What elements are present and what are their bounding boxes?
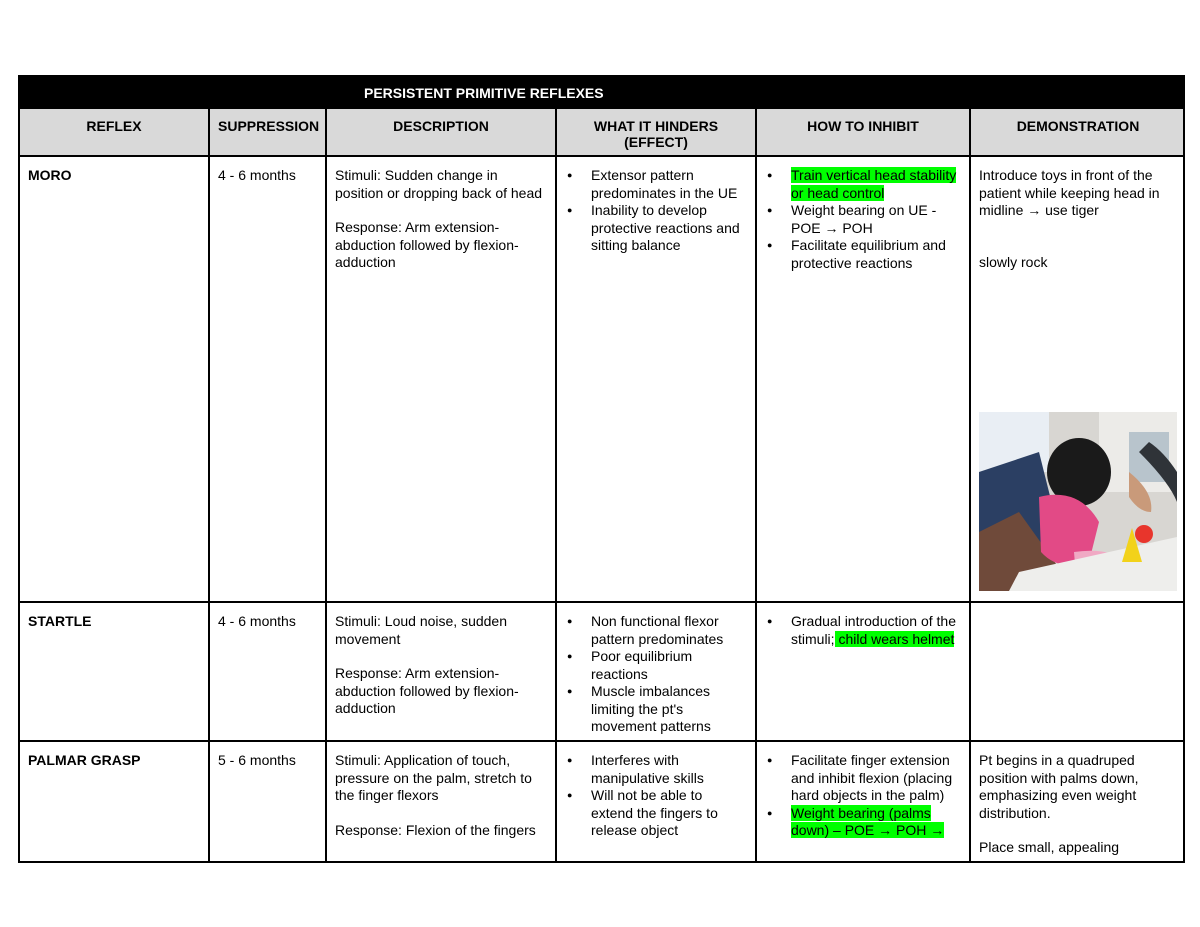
table-row xyxy=(18,742,1185,861)
suppression-age: 4 - 6 months xyxy=(208,603,325,740)
list-item: ● Weight bearing on UE - POE → POH xyxy=(765,202,961,237)
highlighted-text: child wears helmet xyxy=(834,630,955,647)
stimuli-text: Stimuli: Loud noise, sudden movement xyxy=(335,613,507,647)
divider xyxy=(1183,75,1185,863)
divider xyxy=(18,861,1185,863)
demonstration-text: slowly rock xyxy=(979,253,1048,270)
list-item xyxy=(765,613,961,648)
response-text: Response: Arm extension-abduction followed by flexion-adduction xyxy=(335,665,519,716)
description xyxy=(325,742,555,861)
header-description: DESCRIPTION xyxy=(325,109,555,155)
photo-illustration xyxy=(979,412,1177,591)
header-reflex: REFLEX xyxy=(18,109,208,155)
table-title: PERSISTENT PRIMITIVE REFLEXES xyxy=(18,75,1185,109)
list-item: ● Poor equilibrium reactions xyxy=(565,648,747,683)
highlighted-text: Weight bearing (palms down) – POE → POH → xyxy=(791,804,945,838)
suppression-age: 5 - 6 months xyxy=(208,742,325,861)
response-text: Response: Arm extension-abduction followed by flexion-adduction xyxy=(335,219,519,270)
list-item: ● Extensor pattern predominates in the UE xyxy=(565,167,747,202)
demonstration-text: Introduce toys in front of the patient while keeping head in midline → use tiger xyxy=(979,167,1160,218)
inhibit xyxy=(755,742,969,861)
stimuli-text: Stimuli: Sudden change in position or dropping back of head xyxy=(335,167,543,201)
list-item: ● Muscle imbalances limiting the pt's movement patterns xyxy=(565,683,747,736)
list-item: ● Non functional flexor pattern predominates xyxy=(565,613,747,648)
inhibit xyxy=(755,157,969,601)
demonstration xyxy=(969,603,1185,740)
response-text: Response: Flexion of the fingers xyxy=(335,821,536,838)
header-row xyxy=(18,109,1185,155)
effects xyxy=(555,742,755,861)
list-item: ● Inability to develop protective reactions and sitting balance xyxy=(565,202,747,255)
plain-text: Gradual introduction of the stimuli; xyxy=(791,613,956,647)
list-item: ● Facilitate finger extension and inhibit flexion (placing hard objects in the palm) xyxy=(765,752,961,805)
header-suppression: SUPPRESSION xyxy=(208,109,325,155)
list-item: ● Will not be able to extend the fingers to release object xyxy=(565,787,747,840)
divider xyxy=(18,601,1185,603)
description xyxy=(325,603,555,740)
inhibit xyxy=(755,603,969,740)
stimuli-text: Stimuli: Application of touch, pressure on the palm, stretch to the finger flexors xyxy=(335,752,532,803)
header-demonstration: DEMONSTRATION xyxy=(969,109,1185,155)
effects xyxy=(555,157,755,601)
effects xyxy=(555,603,755,740)
list-item: ● Facilitate equilibrium and protective reactions xyxy=(765,237,961,272)
reflex-name: MORO xyxy=(18,157,208,601)
demonstration-photo xyxy=(979,412,1177,591)
divider xyxy=(18,155,1185,157)
demonstration xyxy=(969,742,1185,861)
list-item xyxy=(765,805,961,840)
list-item: ● Interferes with manipulative skills xyxy=(565,752,747,787)
reflex-name: STARTLE xyxy=(18,603,208,740)
list-item xyxy=(765,167,961,202)
highlighted-text: Train vertical head stability or head control xyxy=(791,167,957,201)
demonstration-text: Pt begins in a quadruped position with palms down, emphasizing even weight distribution. xyxy=(979,752,1139,821)
header-effect: WHAT IT HINDERS (EFFECT) xyxy=(555,109,755,155)
description xyxy=(325,157,555,601)
suppression-age: 4 - 6 months xyxy=(208,157,325,601)
demonstration-text: Place small, appealing xyxy=(979,839,1120,855)
header-how-to-inhibit: HOW TO INHIBIT xyxy=(755,109,969,155)
reflex-name: PALMAR GRASP xyxy=(18,742,208,861)
table-row xyxy=(18,603,1185,740)
divider xyxy=(18,740,1185,742)
